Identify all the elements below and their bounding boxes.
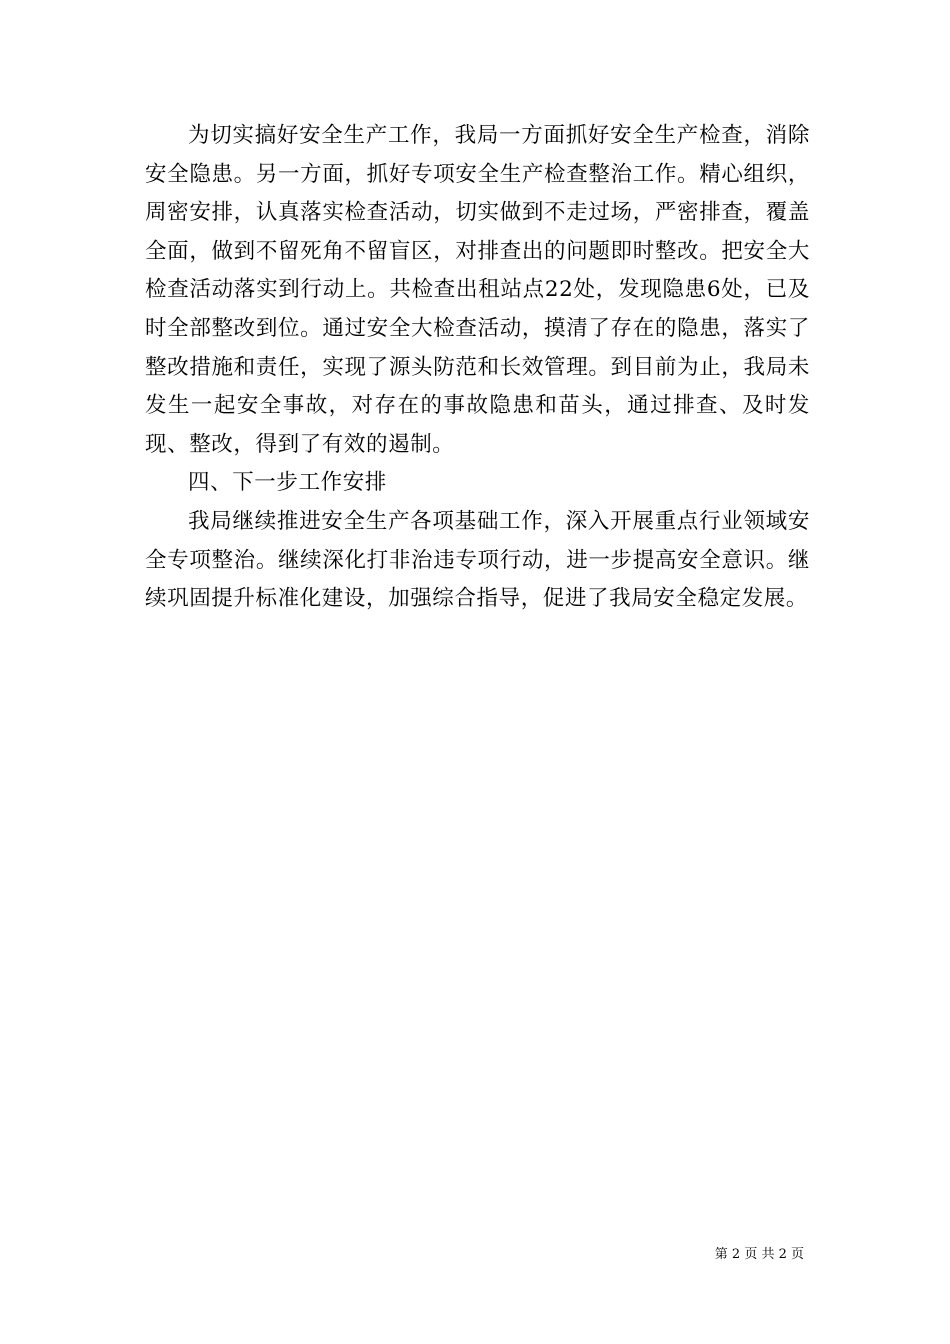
section-heading: 四、下一步工作安排 [188, 470, 387, 496]
body-paragraph: 为切实搞好安全生产工作，我局一方面抓好安全生产检查，消除安全隐患。另一方面，抓好专项安全生产检查整治工作。精心组织，周密安排，认真落实检查活动，切实做到不走过场，严密排查，覆盖全面，做到不留死角不留盲区，对排查出的问题即时整改。把安全大检查活动落实到行动上。共检查出租站点22处，发现隐患6处，已及时全部整改到位。通过安全大检查活动，摸清了存在的隐患，落实了整改措施和责任，实现了源头防范和长效管理。到目前为止，我局未发生一起安全事故，对存在的事故隐患和苗头，通过排查、及时发现、整改，得到了有效的遏制。 [145, 123, 810, 457]
document-body [145, 117, 810, 619]
page-number-footer: 第 2 页 共 2 页 [714, 1247, 804, 1262]
section-paragraph: 我局继续推进安全生产各项基础工作，深入开展重点行业领域安全专项整治。继续深化打非治违专项行动，进一步提高安全意识。继续巩固提升标准化建设，加强综合指导，促进了我局安全稳定发展。 [145, 508, 810, 612]
